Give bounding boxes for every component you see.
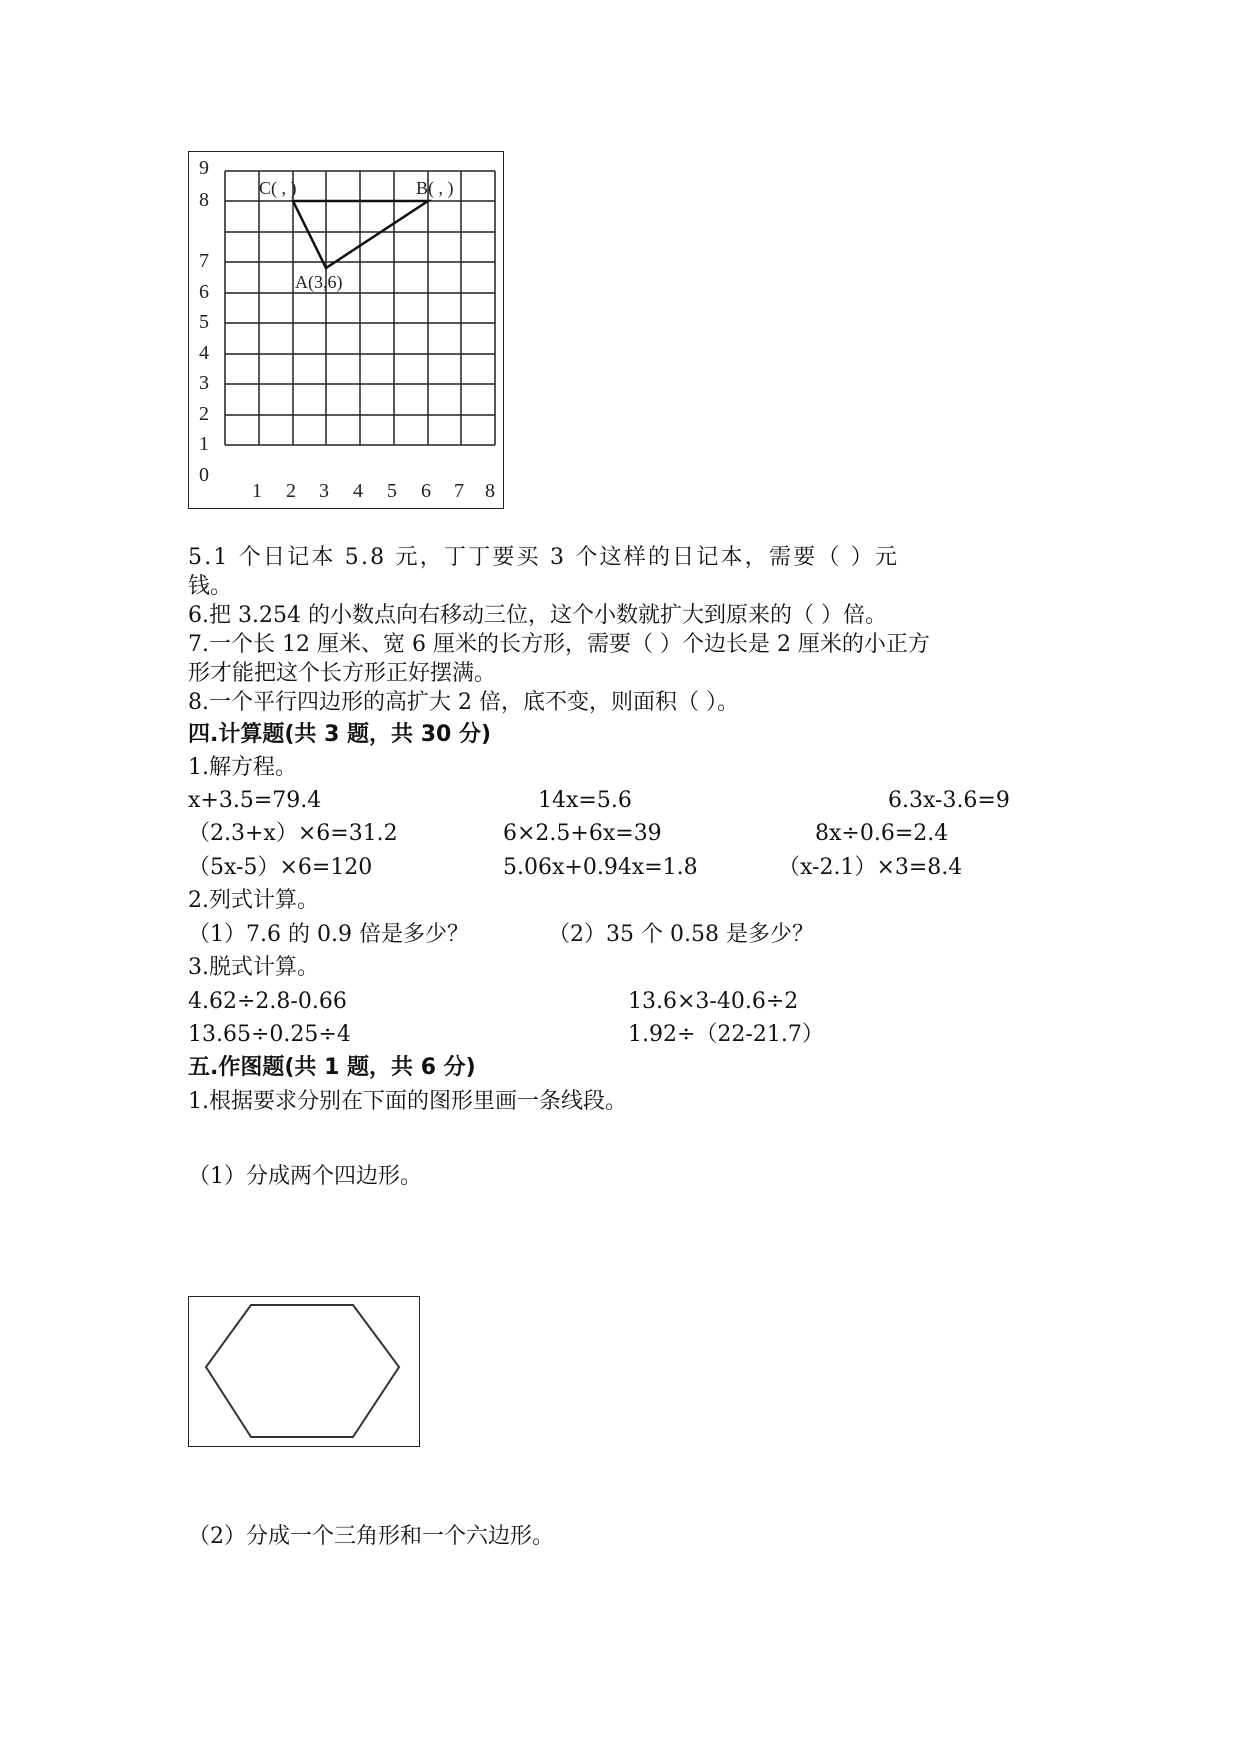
hexagon-svg	[189, 1297, 419, 1446]
y-tick-label: 0	[199, 464, 209, 486]
x-tick-label: 5	[387, 480, 397, 502]
grid-lines	[225, 171, 495, 445]
x-tick-label: 3	[319, 480, 329, 502]
list-calc-item: （2）35 个 0.58 是多少？	[548, 922, 814, 947]
equation: 5.06x+0.94x=1.8	[503, 855, 698, 880]
y-tick-label: 4	[199, 342, 209, 364]
x-tick-label: 2	[286, 480, 296, 502]
question-5-line2: 钱。	[188, 574, 233, 599]
equation: 6×2.5+6x=39	[503, 821, 662, 846]
expression: 4.62÷2.8-0.66	[188, 989, 347, 1014]
x-tick-label: 4	[353, 480, 363, 502]
y-tick-label: 7	[199, 250, 209, 272]
section-5-part-1: （1）分成两个四边形。	[188, 1164, 422, 1189]
question-8: 8.一个平行四边形的高扩大 2 倍，底不变，则面积（ ）。	[188, 690, 739, 715]
equation: 14x=5.6	[538, 788, 632, 813]
equation: （x-2.1）×3=8.4	[778, 855, 963, 880]
equation: 6.3x-3.6=9	[888, 788, 1010, 813]
x-tick-label: 1	[252, 480, 262, 502]
question-6: 6.把 3.254 的小数点向右移动三位，这个小数就扩大到原来的（ ）倍。	[188, 603, 887, 628]
y-tick-label: 9	[199, 157, 209, 179]
question-7-line2: 形才能把这个长方形正好摆满。	[188, 661, 497, 686]
expression: 1.92÷（22-21.7）	[628, 1022, 824, 1047]
subquestion-solve-equations: 1.解方程。	[188, 755, 297, 780]
coordinate-grid-figure	[188, 151, 504, 509]
equation: 8x÷0.6=2.4	[815, 821, 949, 846]
x-tick-label: 7	[454, 480, 464, 502]
expression: 13.6×3-40.6÷2	[628, 989, 799, 1014]
subquestion-stepwise-calc: 3.脱式计算。	[188, 955, 319, 980]
equation: （5x-5）×6=120	[188, 855, 373, 880]
hexagon-shape	[206, 1305, 399, 1437]
equation: x+3.5=79.4	[188, 788, 322, 813]
coordinate-grid-svg	[189, 152, 503, 508]
x-tick-label: 8	[485, 480, 495, 502]
y-tick-label: 3	[199, 372, 209, 394]
section-5-part-2: （2）分成一个三角形和一个六边形。	[188, 1524, 554, 1549]
point-c-label: C( , )	[259, 178, 297, 198]
subquestion-list-calc: 2.列式计算。	[188, 888, 319, 913]
question-7-line1: 7.一个长 12 厘米、宽 6 厘米的长方形，需要（ ）个边长是 2 厘米的小正方	[188, 632, 930, 657]
y-tick-label: 8	[199, 189, 209, 211]
y-tick-label: 2	[199, 403, 209, 425]
hexagon-figure	[188, 1296, 420, 1447]
y-tick-label: 1	[199, 433, 209, 455]
y-tick-label: 6	[199, 281, 209, 303]
point-b-label: B( , )	[416, 178, 454, 198]
question-5-line1: 5.1 个日记本 5.8 元，丁丁要买 3 个这样的日记本，需要（ ）元	[188, 545, 900, 570]
section-5-heading: 五.作图题(共 1 题，共 6 分)	[188, 1055, 476, 1080]
section-5-question-1: 1.根据要求分别在下面的图形里画一条线段。	[188, 1089, 627, 1114]
section-4-heading: 四.计算题(共 3 题，共 30 分)	[188, 722, 492, 747]
y-tick-label: 5	[199, 311, 209, 333]
list-calc-item: （1）7.6 的 0.9 倍是多少？	[188, 922, 469, 947]
expression: 13.65÷0.25÷4	[188, 1022, 351, 1047]
point-a-label: A(3,6)	[295, 272, 343, 292]
equation: （2.3+x）×6=31.2	[188, 821, 398, 846]
x-tick-label: 6	[421, 480, 431, 502]
